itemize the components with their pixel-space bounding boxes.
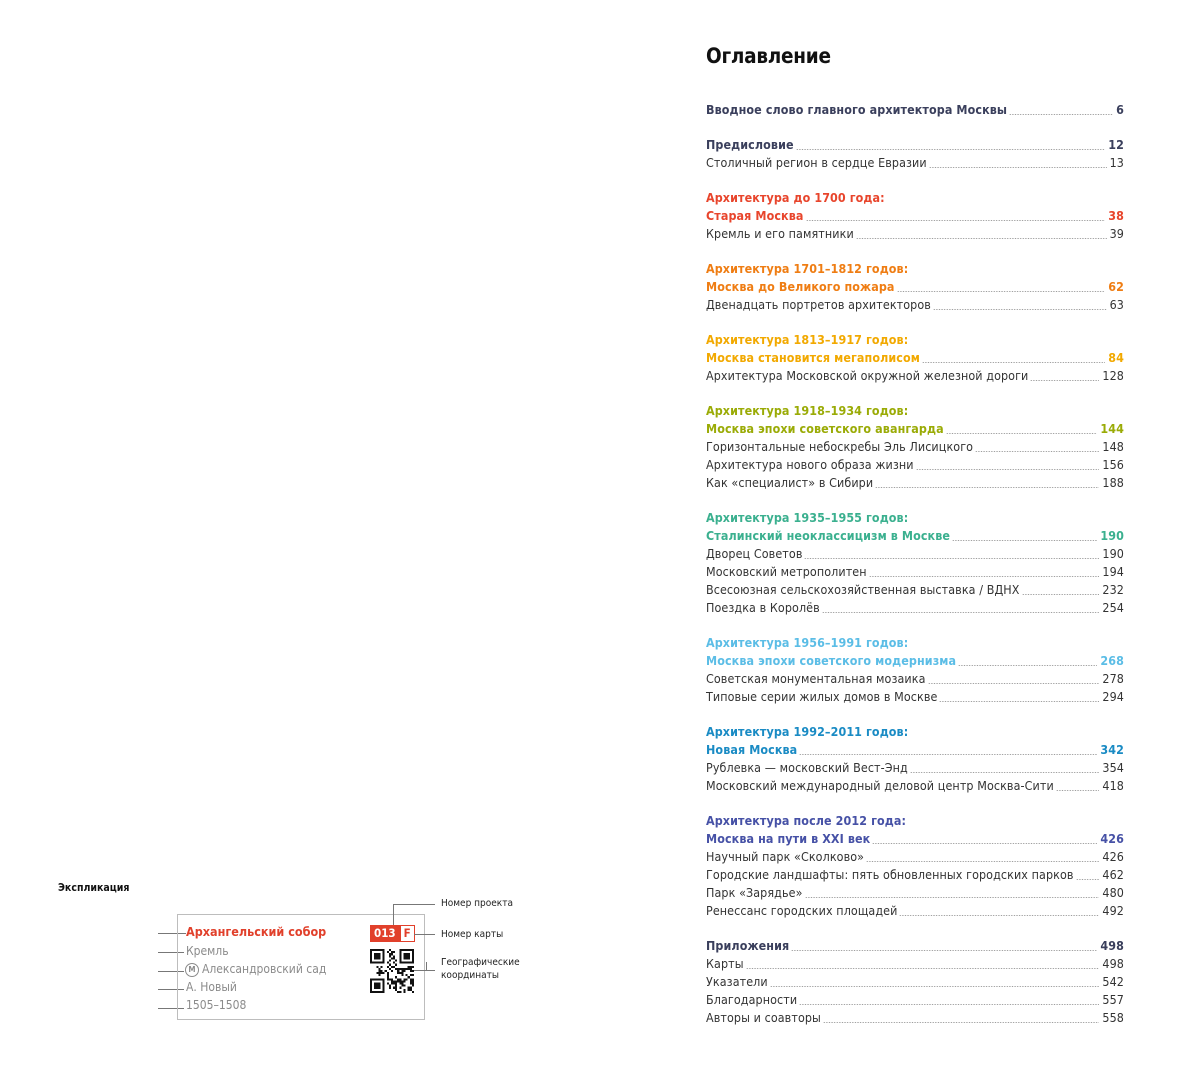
toc-entry[interactable] xyxy=(706,420,1124,438)
dot-leader xyxy=(910,522,1121,523)
toc-entry-page: 492 xyxy=(1102,903,1124,918)
toc-entry-title: Двенадцать портретов архитекторов xyxy=(706,297,931,312)
dot-leader xyxy=(929,167,1107,168)
toc-entry-page: 426 xyxy=(1100,831,1124,846)
toc-entry-page: 342 xyxy=(1100,742,1124,757)
toc-entry-page: 188 xyxy=(1102,475,1124,490)
toc-entry-title: Архитектура Московской окружной железной дороги xyxy=(706,368,1029,383)
toc-entry[interactable] xyxy=(706,812,1124,830)
toc-section xyxy=(706,101,1124,119)
legend-title: Экспликация xyxy=(58,882,130,894)
toc-section xyxy=(706,937,1124,1027)
toc-entry[interactable] xyxy=(706,402,1124,420)
toc-entry-page: 39 xyxy=(1109,226,1124,241)
toc-entry-title: Архитектура нового образа жизни xyxy=(706,457,914,472)
toc-entry-page: 418 xyxy=(1102,778,1124,793)
toc-section xyxy=(706,812,1124,920)
toc-entry-page: 128 xyxy=(1102,368,1124,383)
toc-entry-title: Архитектура 1956–1991 годов: xyxy=(706,635,909,650)
toc-section xyxy=(706,402,1124,492)
toc-entry-page: 278 xyxy=(1102,671,1124,686)
toc-entry[interactable] xyxy=(706,581,1124,599)
label-geo-line2: координаты xyxy=(441,970,499,981)
toc-entry[interactable] xyxy=(706,937,1124,955)
dot-leader xyxy=(916,469,1100,470)
toc-entry[interactable] xyxy=(706,474,1124,492)
toc-entry-page: 557 xyxy=(1102,992,1124,1007)
toc-entry-title: Архитектура 1918–1934 годов: xyxy=(706,403,909,418)
toc-entry-page: 542 xyxy=(1102,974,1124,989)
card-years: 1505–1508 xyxy=(186,998,247,1012)
toc-entry-title: Кремль и его памятники xyxy=(706,226,854,241)
toc-entry[interactable] xyxy=(706,599,1124,617)
toc-entry-title: Московский международный деловой центр Москва-Сити xyxy=(706,778,1054,793)
dot-leader xyxy=(922,362,1105,363)
card-metro: Александровский сад xyxy=(202,962,327,976)
table-of-contents xyxy=(706,40,1124,1044)
toc-entry[interactable] xyxy=(706,652,1124,670)
dot-leader xyxy=(910,344,1121,345)
toc-entry-title: Архитектура до 1700 года: xyxy=(706,190,885,205)
toc-entry[interactable] xyxy=(706,866,1124,884)
dot-leader xyxy=(910,736,1121,737)
card-address: Кремль xyxy=(186,944,229,958)
toc-section xyxy=(706,723,1124,795)
toc-entry-page: 156 xyxy=(1102,457,1124,472)
toc-entry-title: Москва эпохи советского модернизма xyxy=(706,653,957,668)
dot-leader xyxy=(910,772,1100,773)
toc-entry-title: Рублевка — московский Вест-Энд xyxy=(706,760,908,775)
toc-entry[interactable] xyxy=(706,189,1124,207)
toc-entry-title: Приложения xyxy=(706,938,790,953)
dot-leader xyxy=(899,915,1099,916)
dot-leader xyxy=(946,433,1098,434)
dot-leader xyxy=(799,754,1097,755)
toc-entry[interactable] xyxy=(706,688,1124,706)
connector-line xyxy=(414,970,435,971)
toc-entry-title: Москва до Великого пожара xyxy=(706,279,895,294)
toc-entry-title: Предисловие xyxy=(706,137,794,152)
dot-leader xyxy=(910,415,1121,416)
toc-entry-page: 268 xyxy=(1100,653,1124,668)
toc-entry-title: Городские ландшафты: пять обновленных городских парков xyxy=(706,867,1074,882)
toc-entry[interactable] xyxy=(706,101,1124,119)
dot-leader xyxy=(746,968,1100,969)
toc-entry-title: Архитектура 1935–1955 годов: xyxy=(706,510,909,525)
toc-entry-page: 354 xyxy=(1102,760,1124,775)
project-number: 013 xyxy=(370,925,400,942)
toc-entry-title: Авторы и соавторы xyxy=(706,1010,821,1025)
toc-entry-title: Архитектура 1813–1917 годов: xyxy=(706,332,909,347)
toc-title: Оглавление xyxy=(706,44,831,68)
toc-entry[interactable] xyxy=(706,991,1124,1009)
toc-entry-title: Сталинский неоклассицизм в Москве xyxy=(706,528,951,543)
toc-entry[interactable] xyxy=(706,563,1124,581)
dot-leader xyxy=(910,273,1121,274)
toc-entry-title: Научный парк «Сколково» xyxy=(706,849,865,864)
toc-entry[interactable] xyxy=(706,278,1124,296)
toc-entry-title: Новая Москва xyxy=(706,742,798,757)
toc-entry[interactable] xyxy=(706,884,1124,902)
toc-section xyxy=(706,136,1124,172)
metro-icon: М xyxy=(185,963,199,977)
toc-entry[interactable] xyxy=(706,1009,1124,1027)
dot-leader xyxy=(856,238,1107,239)
toc-entry-title: Благодарности xyxy=(706,992,798,1007)
dot-leader xyxy=(939,701,1099,702)
toc-entry-title: Горизонтальные небоскребы Эль Лисицкого xyxy=(706,439,974,454)
toc-entry-page: 144 xyxy=(1100,421,1124,436)
toc-entry-page: 498 xyxy=(1102,956,1124,971)
toc-entry[interactable] xyxy=(706,777,1124,795)
toc-entry-page: 462 xyxy=(1102,867,1124,882)
toc-entry[interactable] xyxy=(706,723,1124,741)
toc-entry-page: 148 xyxy=(1102,439,1124,454)
toc-entry-title: Архитектура 1701–1812 годов: xyxy=(706,261,909,276)
connector-line xyxy=(393,904,435,905)
toc-entry-title: Ренессанс городских площадей xyxy=(706,903,898,918)
toc-sections xyxy=(706,101,1124,1027)
toc-entry-title: Столичный регион в сердце Евразии xyxy=(706,155,927,170)
dot-leader xyxy=(1076,879,1100,880)
toc-entry[interactable] xyxy=(706,260,1124,278)
connector-line xyxy=(426,962,427,970)
toc-entry-page: 38 xyxy=(1108,208,1124,223)
toc-entry-page: 84 xyxy=(1108,350,1124,365)
toc-section xyxy=(706,260,1124,314)
toc-entry-title: Старая Москва xyxy=(706,208,804,223)
toc-entry-page: 480 xyxy=(1102,885,1124,900)
toc-entry[interactable] xyxy=(706,367,1124,385)
dot-leader xyxy=(908,825,1121,826)
card-project-name: Архангельский собор xyxy=(186,924,327,939)
toc-entry[interactable] xyxy=(706,331,1124,349)
toc-entry[interactable] xyxy=(706,759,1124,777)
toc-entry-title: Парк «Зарядье» xyxy=(706,885,803,900)
toc-entry[interactable] xyxy=(706,848,1124,866)
toc-section xyxy=(706,189,1124,243)
toc-entry-title: Москва на пути в XXI век xyxy=(706,831,871,846)
toc-entry-page: 63 xyxy=(1109,297,1124,312)
dot-leader xyxy=(823,1022,1099,1023)
card-architect: А. Новый xyxy=(186,980,237,994)
toc-entry-title: Поездка в Королёв xyxy=(706,600,820,615)
dot-leader xyxy=(822,612,1100,613)
toc-entry-page: 12 xyxy=(1108,137,1124,152)
label-geo-line1: Географические xyxy=(441,957,520,968)
dot-leader xyxy=(799,1004,1099,1005)
toc-entry-title: Москва становится мегаполисом xyxy=(706,350,920,365)
toc-entry-title: Как «специалист» в Сибири xyxy=(706,475,874,490)
toc-entry-page: 232 xyxy=(1102,582,1124,597)
dot-leader xyxy=(910,647,1121,648)
toc-entry[interactable] xyxy=(706,509,1124,527)
toc-entry-page: 294 xyxy=(1102,689,1124,704)
toc-entry[interactable] xyxy=(706,527,1124,545)
toc-entry-page: 558 xyxy=(1102,1010,1124,1025)
toc-entry-page: 254 xyxy=(1102,600,1124,615)
toc-entry-page: 190 xyxy=(1102,546,1124,561)
toc-entry[interactable] xyxy=(706,670,1124,688)
toc-entry-page: 190 xyxy=(1100,528,1124,543)
dot-leader xyxy=(958,665,1097,666)
toc-entry-title: Москва эпохи советского авангарда xyxy=(706,421,944,436)
toc-entry[interactable] xyxy=(706,830,1124,848)
toc-entry-title: Дворец Советов xyxy=(706,546,803,561)
toc-entry-page: 62 xyxy=(1108,279,1124,294)
toc-entry[interactable] xyxy=(706,136,1124,154)
toc-entry[interactable] xyxy=(706,438,1124,456)
label-map-number: Номер карты xyxy=(441,929,504,940)
toc-entry-page: 498 xyxy=(1100,938,1124,953)
dot-leader xyxy=(1030,380,1099,381)
toc-entry[interactable] xyxy=(706,902,1124,920)
toc-entry-title: Всесоюзная сельскохозяйственная выставка / ВДНХ xyxy=(706,582,1020,597)
project-number-badge xyxy=(370,925,415,942)
toc-entry-title: Архитектура 1992–2011 годов: xyxy=(706,724,909,739)
dot-leader xyxy=(975,451,1099,452)
toc-entry-title: Московский метрополитен xyxy=(706,564,867,579)
connector-line xyxy=(393,904,394,925)
dot-leader xyxy=(872,843,1097,844)
dot-leader xyxy=(875,487,1099,488)
toc-section xyxy=(706,634,1124,706)
toc-section xyxy=(706,509,1124,617)
dot-leader xyxy=(887,202,1121,203)
toc-entry[interactable] xyxy=(706,154,1124,172)
dot-leader xyxy=(897,291,1106,292)
toc-entry-title: Советская монументальная мозаика xyxy=(706,671,926,686)
dot-leader xyxy=(1056,790,1100,791)
toc-entry-title: Типовые серии жилых домов в Москве xyxy=(706,689,938,704)
dot-leader xyxy=(806,220,1106,221)
toc-entry[interactable] xyxy=(706,207,1124,225)
dot-leader xyxy=(796,149,1106,150)
connector-line xyxy=(414,934,435,935)
toc-entry-title: Карты xyxy=(706,956,744,971)
toc-entry[interactable] xyxy=(706,741,1124,759)
toc-section xyxy=(706,331,1124,385)
toc-entry[interactable] xyxy=(706,955,1124,973)
toc-entry[interactable] xyxy=(706,296,1124,314)
toc-entry-title: Архитектура после 2012 года: xyxy=(706,813,907,828)
dot-leader xyxy=(869,576,1100,577)
dot-leader xyxy=(952,540,1097,541)
dot-leader xyxy=(1009,114,1113,115)
dot-leader xyxy=(804,558,1099,559)
toc-entry-page: 13 xyxy=(1109,155,1124,170)
toc-entry[interactable] xyxy=(706,545,1124,563)
toc-entry[interactable] xyxy=(706,349,1124,367)
qr-code-icon xyxy=(370,949,414,993)
dot-leader xyxy=(866,861,1099,862)
toc-entry[interactable] xyxy=(706,225,1124,243)
dot-leader xyxy=(928,683,1100,684)
dot-leader xyxy=(770,986,1100,987)
dot-leader xyxy=(805,897,1100,898)
toc-entry[interactable] xyxy=(706,634,1124,652)
dot-leader xyxy=(1022,594,1100,595)
toc-entry[interactable] xyxy=(706,973,1124,991)
toc-entry-page: 194 xyxy=(1102,564,1124,579)
label-project-number: Номер проекта xyxy=(441,898,513,909)
toc-entry-title: Указатели xyxy=(706,974,768,989)
map-number: F xyxy=(400,925,415,942)
toc-entry-page: 426 xyxy=(1102,849,1124,864)
toc-entry-page: 6 xyxy=(1116,102,1124,117)
dot-leader xyxy=(791,950,1097,951)
dot-leader xyxy=(933,309,1107,310)
toc-entry[interactable] xyxy=(706,456,1124,474)
toc-entry-title: Вводное слово главного архитектора Москвы xyxy=(706,102,1008,117)
